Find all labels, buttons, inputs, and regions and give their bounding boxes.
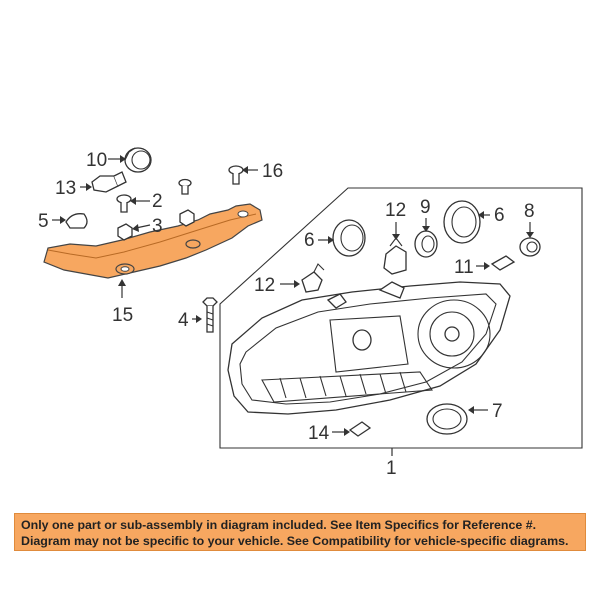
socket-part-9[interactable] (415, 231, 437, 257)
bulb-part-13[interactable] (92, 172, 126, 192)
bulb-part-11[interactable] (492, 256, 514, 270)
ring-part-6-right[interactable] (444, 201, 480, 243)
screw-part-16[interactable] (229, 166, 243, 184)
callout-12-upper: 12 (385, 200, 407, 221)
callout-13: 13 (55, 178, 77, 199)
callout-10: 10 (86, 150, 108, 171)
callout-2: 2 (152, 191, 163, 212)
bolt-part-4[interactable] (203, 298, 217, 332)
callout-6-right: 6 (494, 205, 505, 226)
bulb-part-12-lower[interactable] (302, 264, 324, 292)
callout-3: 3 (152, 216, 163, 237)
callout-16: 16 (262, 161, 284, 182)
headlamp-housing-part-1[interactable] (228, 282, 510, 414)
callout-11: 11 (454, 257, 474, 278)
ring-part-6-left[interactable] (333, 220, 365, 256)
bulb-part-12-upper[interactable] (384, 238, 406, 274)
bulb-part-14[interactable] (350, 422, 370, 436)
callout-14: 14 (308, 423, 330, 444)
cap-part-10[interactable] (125, 148, 151, 172)
plug-part-5[interactable] (66, 214, 87, 228)
callout-8: 8 (524, 201, 535, 222)
gasket-part-7[interactable] (427, 404, 467, 434)
socket-part-8[interactable] (520, 238, 540, 256)
callout-12-lower: 12 (254, 275, 276, 296)
callout-15: 15 (112, 305, 134, 326)
callout-5: 5 (38, 211, 49, 232)
callout-1: 1 (386, 458, 397, 479)
disclaimer-line-2: Diagram may not be specific to your vehicle. See Compatibility for vehicle-specific diagrams. (21, 534, 569, 548)
callout-7: 7 (492, 401, 503, 422)
callout-6-left: 6 (304, 230, 315, 251)
callout-4: 4 (178, 310, 189, 331)
disclaimer-banner (14, 513, 586, 551)
callout-9: 9 (420, 197, 431, 218)
disclaimer-line-1: Only one part or sub-assembly in diagram included. See Item Specifics for Reference #. (21, 518, 537, 532)
